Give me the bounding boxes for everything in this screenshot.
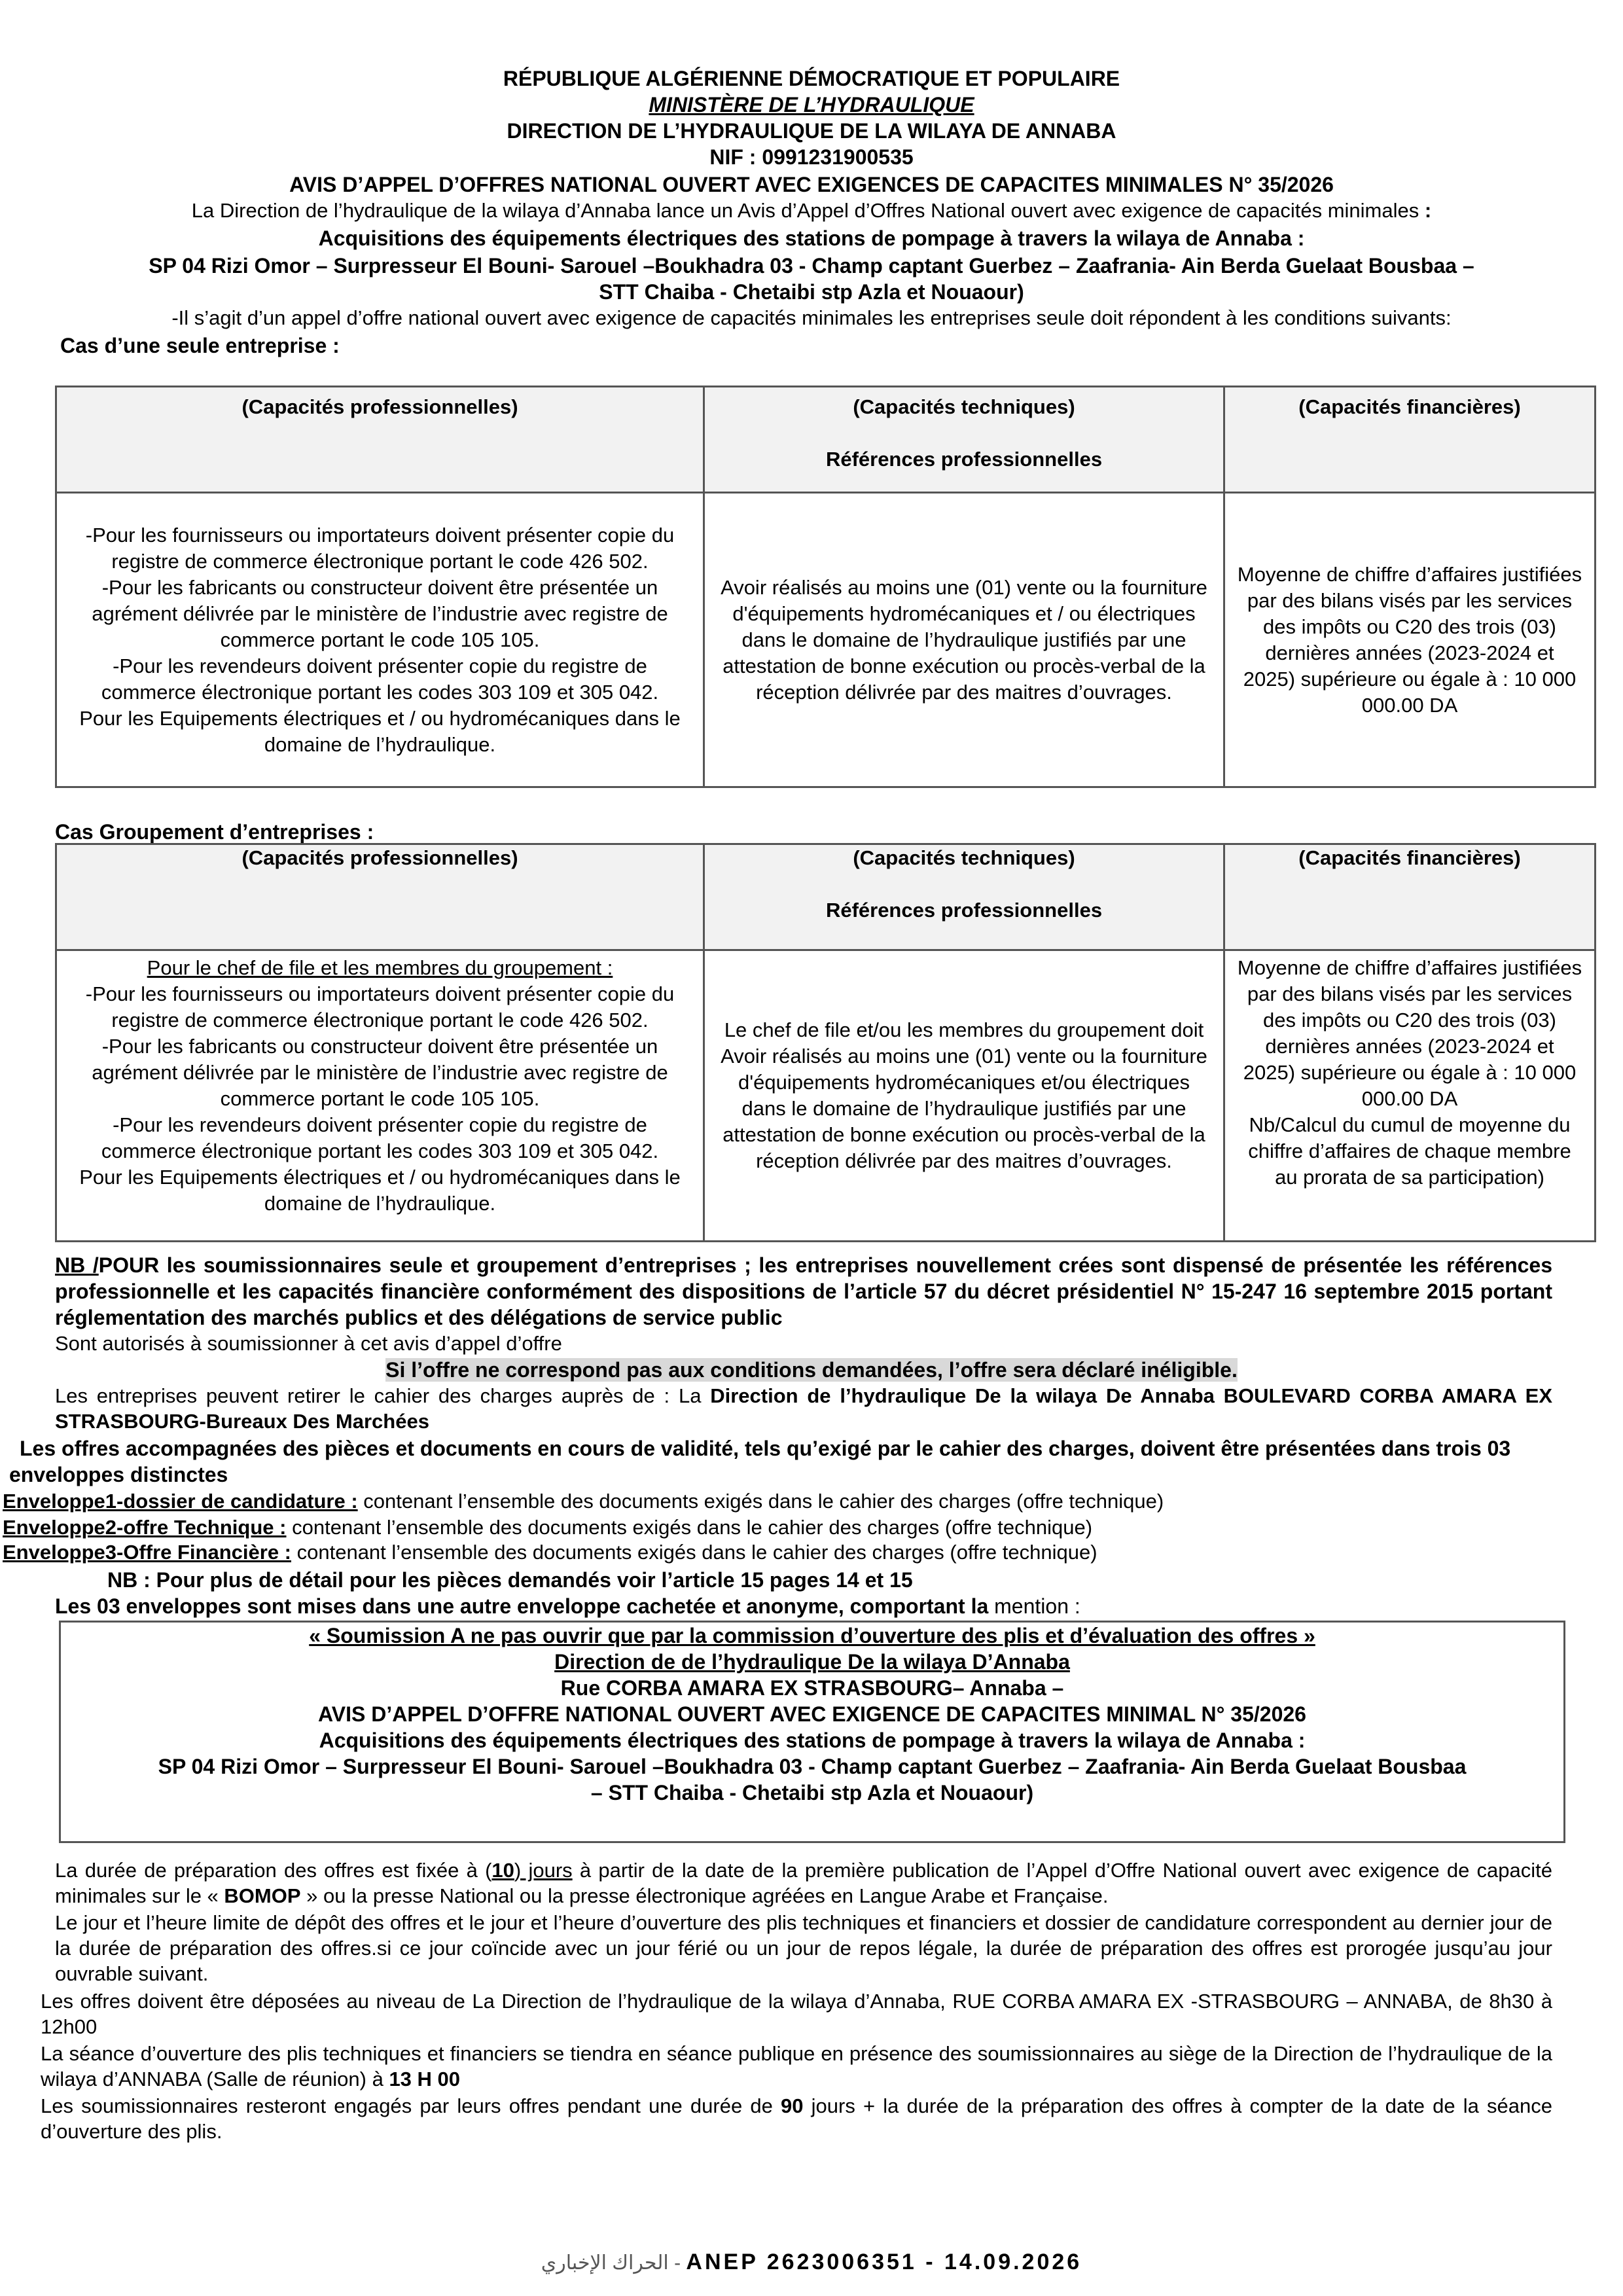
validity-days: 90 [781,2094,804,2117]
mention-line-4: AVIS D’APPEL D’OFFRE NATIONAL OUVERT AVEC EXIGENCE DE CAPACITES MINIMAL N° 35/2026 [318,1702,1306,1726]
envelope-3 [3,1539,1560,1565]
withdraw-text: Les entreprises peuvent retirer le cahier des charges auprès de : La [55,1384,711,1407]
duration-a: La durée de préparation des offres est fixée à ( [55,1859,492,1882]
mention-box [59,1621,1565,1843]
validity-a: Les soumissionnaires resteront engagés par leurs offres pendant une durée de [41,2094,781,2117]
cell-professional: -Pour les fournisseurs ou importateurs doivent présenter copie du registre de commerce électronique portant le code 426 502. -Pour les fabricants ou constructeur doivent être présentée un agrément délivrée par le ministère de l’industrie avec registre de commerce portant le code 105 105. -Pour les revendeurs doivent présenter copie du registre de commerce électronique portant les codes 303 109 et 305 042. Pour les Equipements électriques et / ou hydromécaniques dans le domaine de l’hydraulique. [56,493,704,787]
opening-time: 13 H 00 [389,2068,461,2090]
envelope-3-text: contenant l’ensemble des documents exigés dans le cahier des charges (offre technique) [291,1541,1097,1564]
envelope-2-text: contenant l’ensemble des documents exigés dans le cahier des charges (offre technique) [286,1516,1093,1539]
direction-header: DIRECTION DE L’HYDRAULIQUE DE LA WILAYA DE ANNABA [507,119,1116,143]
mention-line-7: – STT Chaiba - Chetaibi stp Azla et Nouaour) [590,1781,1034,1804]
nb-text: POUR les soumissionnaires seule et groupement d’entreprises ; les entreprises nouvellement crées sont dispensé de présentée les références professionnelle et les capacités financière conformément des dispositions de l’article 57 du décret présidentiel N° 15-247 16 septembre 2015 portant réglementation des marchés publics et des délégations de service public [55,1253,1552,1329]
deadline-paragraph: Le jour et l’heure limite de dépôt des offres et le jour et l’heure d’ouverture des plis techniques et financiers et dossier de candidature correspondent au dernier jour de la durée de préparation des offres.si ce jour coïncide avec un jour férié ou un jour de repos légale, la durée de préparation des offres est prorogée jusqu’au jour ouvrable suivant. [55,1911,1552,1985]
country-header: RÉPUBLIQUE ALGÉRIENNE DÉMOCRATIQUE ET POPULAIRE [503,67,1120,90]
ineligible-text: Si l’offre ne correspond pas aux conditions demandées, l’offre sera déclaré inéligible. [385,1358,1238,1382]
offers-paragraph: Les offres accompagnées des pièces et documents en cours de validité, tels qu’exigé par le cahier des charges, doivent être présentées dans trois 03 enveloppes distinctes [9,1437,1511,1486]
cell-financial: Moyenne de chiffre d’affaires justifiées par des bilans visés par les services des impôts ou C20 des trois (03) dernières années (2023-2024 et 2025) supérieure ou égale à : 10 000 000.00 DA [1224,493,1596,787]
group-lead-label: Pour le chef de file et les membres du groupement : [147,956,613,979]
duration-b: ) jours [514,1859,573,1882]
group-cell-financial: Moyenne de chiffre d’affaires justifiées par des bilans visés par les services des impôts ou C20 des trois (03) dernières années (2023-2024 et 2025) supérieure ou égale à : 10 000 000.00 DA Nb/Calcul du cumul de moyenne du chiffre d’affaires de chaque membre au prorata de sa participation) [1224,950,1596,1242]
header-technical-sub: Références professionnelles [825,448,1103,471]
group-cell-professional [56,950,704,1242]
envelope-3-label: Enveloppe3-Offre Financière : [3,1541,291,1564]
group-header-technical-label: (Capacités techniques) [853,846,1075,869]
ministry-header: MINISTÈRE DE L’HYDRAULIQUE [649,93,974,117]
outer-envelope-line [55,1593,1560,1619]
validity-paragraph [41,2093,1552,2144]
mention-line-5: Acquisitions des équipements électriques des stations de pompage à travers la wilaya de Annaba : [319,1729,1306,1752]
case-single-heading: Cas d’une seule entreprise : [60,334,340,357]
cell-technical: Avoir réalisés au moins une (01) vente ou la fourniture d'équipements hydromécaniques et / ou électriques dans le domaine de l’hydraulique justifiés par une attestation de bonne exécution ou procès-verbal de la réception délivrée par des maitres d’ouvrages. [704,493,1224,787]
deposit-paragraph: Les offres doivent être déposées au niveau de La Direction de l’hydraulique de la wilaya d’Annaba, RUE CORBA AMARA EX -STRASBOURG – ANNABA, de 8h30 à 12h00 [41,1990,1552,2038]
intro-colon: : [1424,199,1432,222]
outer-envelope-text: mention : [988,1594,1080,1618]
validity-b: jours + la durée de la préparation des offres à compter de la date de la séance d’ouverture des plis. [41,2094,1552,2143]
envelope-1-label: Enveloppe1-dossier de candidature : [3,1490,358,1513]
authorized-line: Sont autorisés à soumissionner à cet avis d’appel d’offre [55,1332,562,1355]
object-line-2: SP 04 Rizi Omor – Surpresseur El Bouni- Sarouel –Boukhadra 03 - Champ captant Guerbez – Zaafrania- Ain Berda Guelaat Bousbaa – [149,254,1474,278]
header-technical-label: (Capacités techniques) [853,395,1075,418]
withdraw-paragraph [55,1383,1552,1434]
mention-line-1: « Soumission A ne pas ouvrir que par la commission d’ouverture des plis et d’évaluation des offres » [309,1624,1315,1647]
group-table [55,843,1596,1242]
nb-detail: NB : Pour plus de détail pour les pièces demandés voir l’article 15 pages 14 et 15 [107,1568,913,1592]
envelope-1 [3,1488,1560,1514]
group-header-technical-sub: Références professionnelles [825,899,1103,922]
duration-d: » ou la presse National ou la presse électronique agréées en Langue Arabe et Française. [300,1884,1109,1907]
mention-line-3: Rue CORBA AMARA EX STRASBOURG– Annaba – [560,1676,1064,1700]
group-professional-text: -Pour les fournisseurs ou importateurs doivent présenter copie du registre de commerce électronique portant le code 426 502. -Pour les fabricants ou constructeur doivent être présentée un agrément délivrée par le ministère de l’industrie avec registre de commerce portant le code 105 105. -Pour les revendeurs doivent présenter copie du registre de commerce électronique portant les codes 303 109 et 305 042. Pour les Equipements électriques et / ou hydromécaniques dans le domaine de l’hydraulique. [79,982,681,1215]
duration-paragraph [55,1857,1552,1909]
header-professional: (Capacités professionnelles) [56,387,704,493]
mention-line-6: SP 04 Rizi Omor – Surpresseur El Bouni- Sarouel –Boukhadra 03 - Champ captant Guerbez – Zaafrania- Ain Berda Guelaat Bousbaa [158,1755,1467,1778]
bomop: BOMOP [224,1884,301,1907]
opening-paragraph [41,2041,1552,2092]
nif-line: NIF : 0991231900535 [709,145,914,169]
envelope-2-label: Enveloppe2-offre Technique : [3,1516,287,1539]
duration-days: 10 [491,1859,514,1882]
object-line-3: STT Chaiba - Chetaibi stp Azla et Nouaour) [599,280,1024,304]
group-cell-technical: Le chef de file et/ou les membres du groupement doit Avoir réalisés au moins une (01) vente ou la fourniture d'équipements hydromécaniques et/ou électriques dans le domaine de l’hydraulique justifiés par une attestation de bonne exécution ou procès-verbal de la réception délivrée par des maitres d’ouvrages. [704,950,1224,1242]
duration-c: à partir de la date de la première publication de l’Appel d’Offre National ouvert avec exigence de capacité minimales sur le « [55,1859,1553,1907]
opening-a: La séance d’ouverture des plis techniques et financiers se tiendra en séance publique en présence des soumissionnaires au siège de la Direction de l’hydraulique de la wilaya d’ANNABA (Salle de réunion) à [41,2042,1552,2090]
withdraw-bold: Direction de l’hydraulique De la wilaya De Annaba BOULEVARD CORBA AMARA EX STRASBOURG-Bureaux Des Marchées [55,1384,1552,1433]
mention-line-2: Direction de de l’hydraulique De la wilaya D’Annaba [554,1650,1070,1674]
requirement-line: -Il s’agit d’un appel d’offre national ouvert avec exigence de capacités minimales les entreprises seule doit répondent à les conditions suivants: [171,306,1452,329]
intro-paragraph [65,198,1558,223]
ineligible-line [65,1357,1558,1383]
case-group-heading: Cas Groupement d’entreprises : [55,820,374,844]
footer-arabic: الحراك الإخباري - [541,2252,687,2274]
group-header-technical [704,844,1224,950]
header-financial: (Capacités financières) [1224,387,1596,493]
header-technical [704,387,1224,493]
group-header-financial: (Capacités financières) [1224,844,1596,950]
group-header-professional: (Capacités professionnelles) [56,844,704,950]
single-company-table [55,386,1596,788]
envelope-1-text: contenant l’ensemble des documents exigés dans le cahier des charges (offre technique) [357,1490,1164,1513]
envelope-2 [3,1515,1560,1540]
object-line-1: Acquisitions des équipements électriques des stations de pompage à travers la wilaya de Annaba : [318,226,1305,250]
nb-label: NB / [55,1253,99,1277]
intro-text: La Direction de l’hydraulique de la wilaya d’Annaba lance un Avis d’Appel d’Offres National ouvert avec exigence de capacités minimales [191,199,1425,222]
footer-anep: ANEP 2623006351 - 14.09.2026 [686,2250,1082,2274]
footer-reference [0,2249,1623,2276]
outer-envelope-bold: Les 03 enveloppes sont mises dans une autre enveloppe cachetée et anonyme, comportant la [55,1594,989,1618]
nb-paragraph [55,1252,1552,1331]
avis-title: AVIS D’APPEL D’OFFRES NATIONAL OUVERT AVEC EXIGENCES DE CAPACITES MINIMALES N° 35/2026 [289,173,1334,196]
